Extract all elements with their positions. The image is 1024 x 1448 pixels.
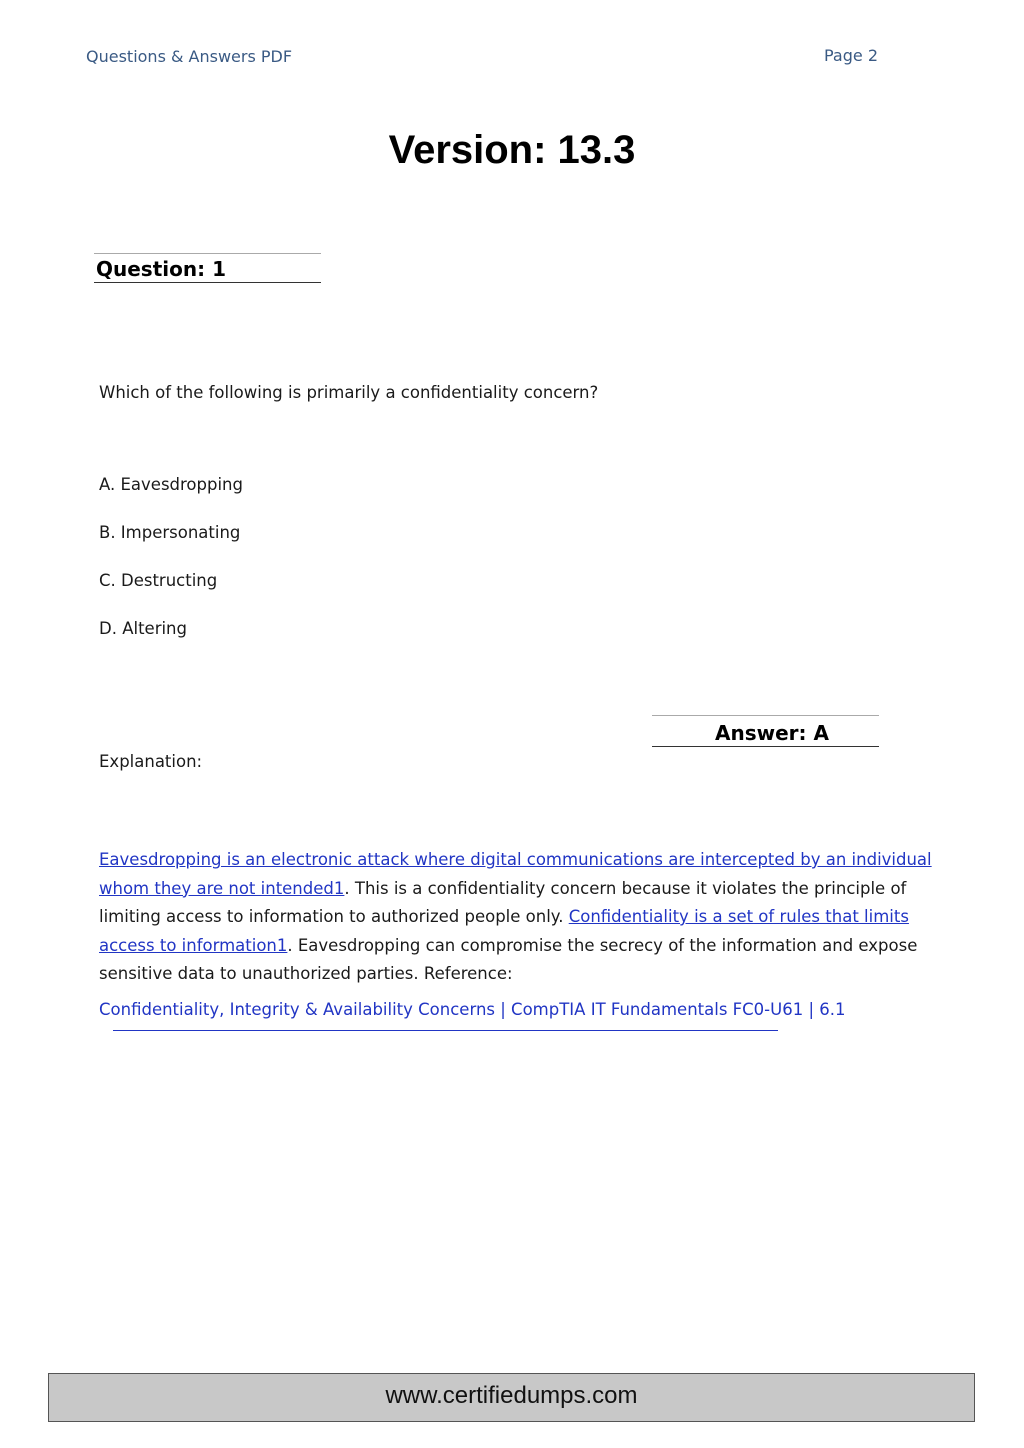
question-heading-box [94,253,321,283]
footer-bar [48,1373,975,1422]
reference-underline [113,1030,778,1031]
question-text: Which of the following is primarily a confidentiality concern? [99,383,599,402]
option-c: C. Destructing [99,571,218,590]
answer-label: Answer: A [715,721,829,745]
option-a: A. Eavesdropping [99,475,243,494]
explanation-label: Explanation: [99,752,203,771]
option-b: B. Impersonating [99,523,241,542]
explanation-link-confidentiality[interactable]: Confidentiality is a set of rules that limits access to information1 [99,907,909,955]
explanation-body-1: . This is a confidentiality concern because it violates the principle of limiting access to information to authorized people only. [99,878,907,926]
version-title: Version: 13.3 [388,128,636,172]
explanation-text [99,846,969,989]
option-d: D. Altering [99,619,187,638]
footer-url[interactable]: www.certifiedumps.com [385,1382,638,1409]
page-number: Page 2 [824,46,878,65]
explanation-link-eavesdropping[interactable]: Eavesdropping is an electronic attack where digital communications are intercepted by an individual whom they are not intended1 [99,850,932,898]
header-title: Questions & Answers PDF [86,47,293,66]
answer-box [652,715,879,747]
question-heading: Question: 1 [96,257,226,281]
explanation-body-2: . Eavesdropping can compromise the secrecy of the information and expose sensitive data to unauthorized parties. Reference: [99,935,918,983]
reference-link[interactable]: Confidentiality, Integrity & Availability Concerns | CompTIA IT Fundamentals FC0-U61 | 6.1 [99,1000,846,1019]
